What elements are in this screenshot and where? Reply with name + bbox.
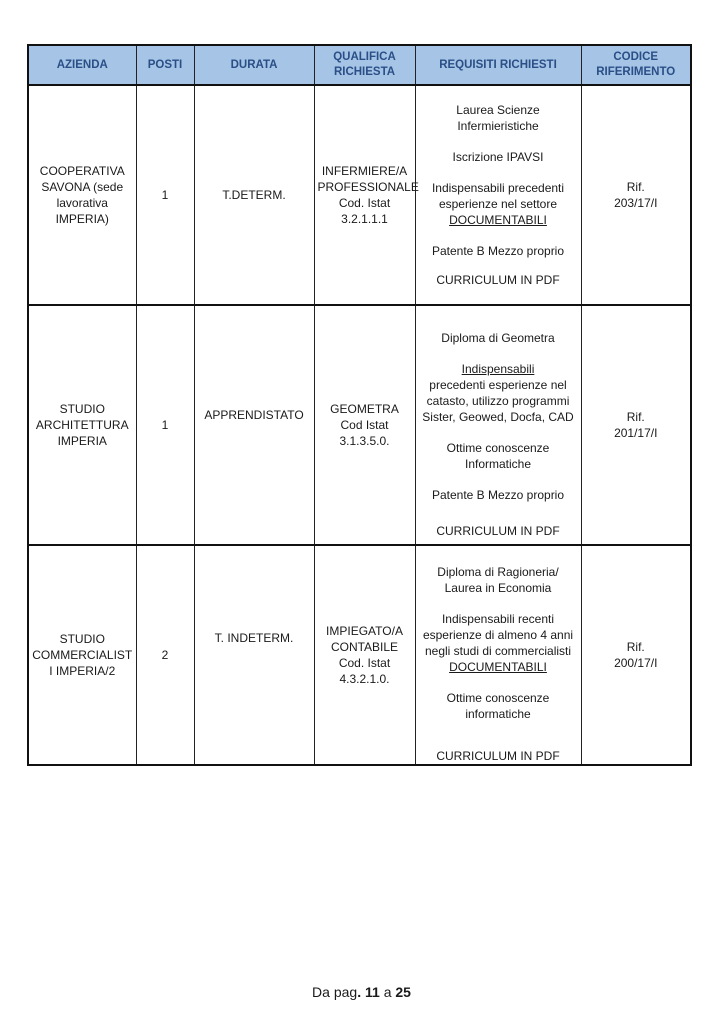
header-qualifica: [314, 45, 415, 85]
requisito: Indispensabili recenti esperienze di almeno 4 anni negli studi di commercialisti DOCUMENTABILI: [422, 612, 574, 674]
header-codice-line: CODICE: [613, 51, 659, 63]
header-qualifica-line: QUALIFICA: [333, 51, 396, 63]
requisito: Iscrizione IPAVSI: [452, 150, 544, 164]
cell-qualifica: [314, 545, 415, 765]
qualifica-line: PROFESSIONALE: [317, 180, 419, 194]
job-offers-table: [27, 44, 692, 766]
qualifica-line: CONTABILE: [330, 640, 399, 654]
requisito: Diploma di Geometra: [441, 330, 555, 345]
azienda-line: STUDIO: [59, 402, 105, 416]
azienda-line: SAVONA (sede: [41, 180, 124, 194]
requisito: Patente B Mezzo proprio: [431, 244, 565, 258]
requisito: CURRICULUM IN PDF: [436, 523, 560, 538]
azienda-line: COOPERATIVA: [39, 164, 125, 178]
header-posti: POSTI: [136, 45, 194, 85]
requisito: CURRICULUM IN PDF: [436, 273, 560, 287]
codice-line: Rif.: [626, 410, 645, 424]
requisito: CURRICULUM IN PDF: [436, 749, 560, 763]
qualifica-line: Cod Istat: [340, 418, 389, 432]
cell-posti: 2: [136, 545, 194, 765]
requisito: Indispensabili precedenti esperienze nel catasto, utilizzo programmi Sister, Geowed, Docfa, CAD: [422, 361, 574, 424]
cell-durata: T. INDETERM.: [194, 545, 314, 765]
codice-line: Rif.: [626, 640, 645, 654]
qualifica-line: 4.3.2.1.0.: [339, 672, 390, 686]
qualifica-line: 3.1.3.5.0.: [339, 434, 390, 448]
cell-codice: [581, 85, 691, 305]
azienda-line: IMPERIA: [57, 434, 107, 448]
cell-qualifica: [314, 305, 415, 545]
cell-posti: 1: [136, 305, 194, 545]
table-row: [28, 85, 691, 305]
azienda-line: COMMERCIALIST: [32, 648, 133, 662]
cell-azienda: [28, 545, 136, 765]
cell-durata: APPRENDISTATO: [194, 305, 314, 545]
cell-requisiti: [415, 305, 581, 545]
cell-azienda: [28, 305, 136, 545]
cell-posti: 1: [136, 85, 194, 305]
qualifica-line: INFERMIERE/A: [321, 164, 408, 178]
requisito: Ottime conoscenze informatiche: [446, 691, 550, 721]
azienda-line: lavorativa: [56, 196, 108, 210]
footer-mid: a: [383, 984, 392, 1000]
header-azienda: AZIENDA: [28, 45, 136, 85]
page-footer: [0, 984, 723, 1000]
table-row: [28, 545, 691, 765]
header-codice: [581, 45, 691, 85]
cell-durata: T.DETERM.: [194, 85, 314, 305]
qualifica-line: Cod. Istat: [338, 656, 391, 670]
codice-line: Rif.: [626, 180, 645, 194]
footer-prefix: Da pag: [312, 984, 358, 1000]
cell-requisiti: [415, 545, 581, 765]
requisito: Diploma di Ragioneria/ Laurea in Economia: [437, 565, 559, 595]
requisito: Laurea Scienze Infermieristiche: [456, 103, 540, 133]
azienda-line: IMPERIA): [55, 212, 109, 226]
qualifica-line: GEOMETRA: [330, 402, 399, 416]
codice-line: 203/17/I: [614, 196, 658, 210]
cell-azienda: [28, 85, 136, 305]
qualifica-line: Cod. Istat: [338, 196, 391, 210]
documentabili-text: DOCUMENTABILI: [449, 660, 547, 674]
footer-dot: .: [357, 984, 362, 1000]
codice-line: 201/17/I: [614, 426, 658, 440]
requisito: Ottime conoscenze Informatiche: [446, 440, 550, 471]
qualifica-line: 3.2.1.1.1: [341, 212, 388, 226]
codice-line: 200/17/I: [614, 656, 658, 670]
footer-page-to: 25: [395, 984, 411, 1000]
cell-requisiti: [415, 85, 581, 305]
qualifica-line: IMPIEGATO/A: [326, 624, 403, 638]
requisito: Indispensabili precedenti esperienze nel settore DOCUMENTABILI: [431, 181, 565, 227]
azienda-line: I IMPERIA/2: [49, 664, 116, 678]
indispensabili-text: Indispensabili: [461, 361, 535, 376]
header-requisiti: REQUISITI RICHIESTI: [415, 45, 581, 85]
cell-codice: [581, 305, 691, 545]
table-header-row: [28, 45, 691, 85]
azienda-line: STUDIO: [59, 632, 105, 646]
cell-qualifica: [314, 85, 419, 305]
header-qualifica-line: RICHIESTA: [333, 66, 396, 78]
documentabili-text: DOCUMENTABILI: [449, 213, 547, 227]
header-durata: DURATA: [194, 45, 314, 85]
requisito: Patente B Mezzo proprio: [431, 487, 565, 502]
cell-codice: [581, 545, 691, 765]
azienda-line: ARCHITETTURA: [35, 418, 129, 432]
footer-page-from: 11: [364, 984, 380, 1000]
table-row: [28, 305, 691, 545]
header-codice-line: RIFERIMENTO: [596, 66, 676, 78]
